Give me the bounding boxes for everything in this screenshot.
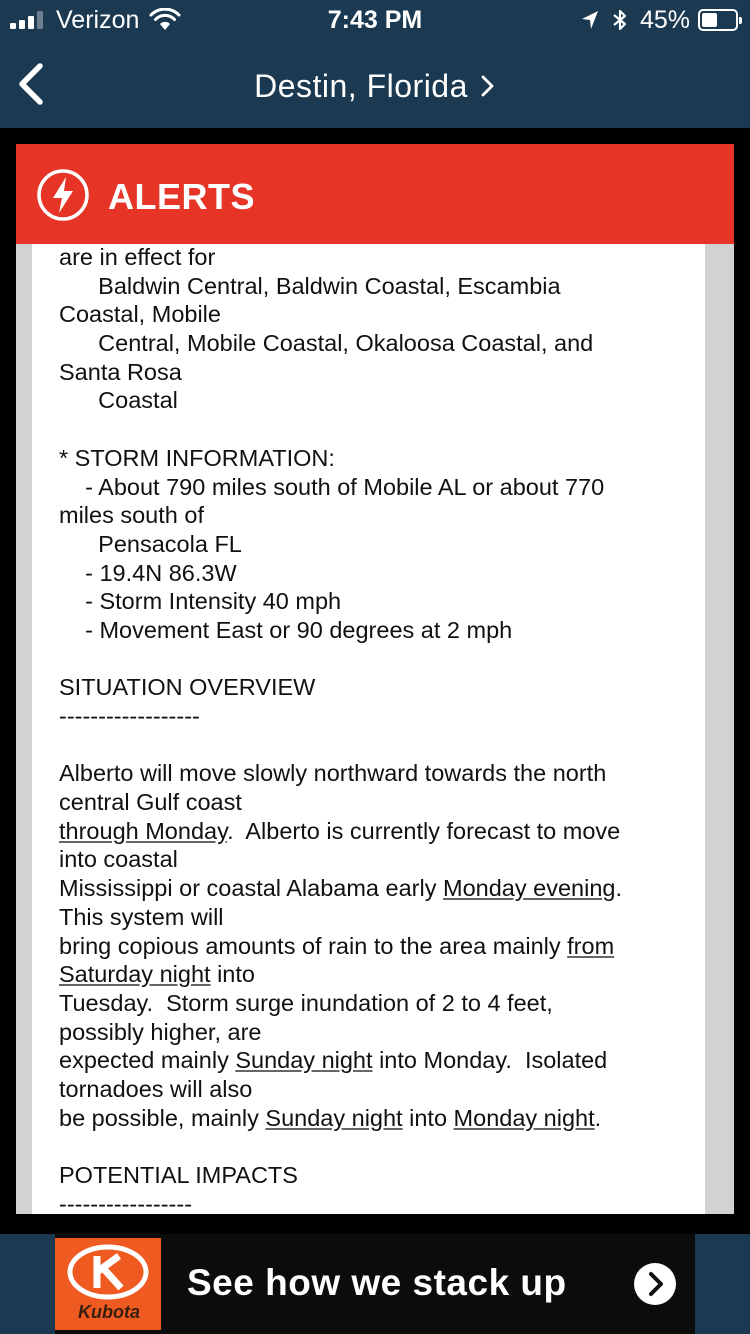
location-title-button[interactable] <box>0 68 750 105</box>
alert-text-segment: central Gulf coast <box>59 789 242 816</box>
kubota-logo <box>55 1238 161 1330</box>
lightning-bolt-circle-icon <box>36 168 90 222</box>
alert-text-segment: Pensacola FL <box>59 530 242 557</box>
alerts-header <box>16 144 734 244</box>
ad-headline: See how we stack up <box>187 1262 567 1303</box>
alert-date-link[interactable]: Monday evening <box>443 875 616 902</box>
alert-line <box>59 616 699 645</box>
alert-line <box>59 244 699 272</box>
alert-line <box>59 817 699 846</box>
alert-text-segment: are in effect for <box>59 244 216 270</box>
alert-line <box>59 1190 699 1214</box>
alert-date-link[interactable]: Monday night <box>453 1104 595 1131</box>
alert-text-segment: into coastal <box>59 846 178 873</box>
alert-line <box>59 300 699 329</box>
alert-text-segment: into Monday. Isolated <box>372 1047 608 1074</box>
alert-text-segment: possibly higher, are <box>59 1018 262 1045</box>
alert-text-segment: tornadoes will also <box>59 1075 253 1102</box>
alert-line <box>59 1075 699 1104</box>
alert-line <box>59 759 699 788</box>
nav-bar <box>0 40 750 128</box>
alert-text-segment: ------------------ <box>59 703 200 729</box>
alert-line <box>59 1104 699 1133</box>
alert-text-segment: * STORM INFORMATION: <box>59 444 335 471</box>
alert-line <box>59 989 699 1018</box>
alert-line <box>59 960 699 989</box>
alert-text-segment: - 19.4N 86.3W <box>59 559 237 586</box>
alert-text-segment: - About 790 miles south of Mobile AL or about 770 <box>59 473 605 500</box>
status-bar-right <box>580 6 738 34</box>
alert-text-segment: Baldwin Central, Baldwin Coastal, Escambia <box>59 272 561 299</box>
alert-line <box>59 673 699 702</box>
alert-line <box>59 874 699 903</box>
alert-text-segment: - Movement East or 90 degrees at 2 mph <box>59 616 513 643</box>
status-bar <box>0 0 750 40</box>
alert-text-segment: be possible, mainly <box>59 1104 266 1131</box>
alert-text-segment: Coastal, Mobile <box>59 301 221 328</box>
alert-text-segment: into <box>402 1104 454 1131</box>
alert-text-segment: Central, Mobile Coastal, Okaloosa Coastal, and <box>59 330 594 357</box>
ad-bar <box>0 1234 750 1334</box>
alert-body-scroll[interactable] <box>32 244 705 1214</box>
location-arrow-icon <box>580 8 600 32</box>
bluetooth-icon <box>610 8 630 32</box>
alert-text-segment: POTENTIAL IMPACTS <box>59 1162 298 1188</box>
alert-line <box>59 1046 699 1075</box>
alerts-card <box>16 144 734 1214</box>
location-title: Destin, Florida <box>254 68 468 104</box>
alerts-title: ALERTS <box>108 176 255 217</box>
alert-text-segment: . Alberto is currently forecast to move <box>227 817 621 844</box>
alert-text-segment: Mississippi or coastal Alabama early <box>59 875 443 902</box>
alert-line <box>59 788 699 817</box>
alert-line <box>59 587 699 616</box>
alert-line <box>59 329 699 358</box>
alert-date-link[interactable]: Saturday night <box>59 961 211 988</box>
alert-text-segment: ----------------- <box>59 1190 193 1214</box>
alert-date-link[interactable]: from <box>567 932 615 959</box>
status-time: 7:43 PM <box>327 6 423 34</box>
alert-text-segment: SITUATION OVERVIEW <box>59 674 316 701</box>
alert-line <box>59 415 699 444</box>
alert-text-segment: Coastal <box>59 387 178 414</box>
alert-line <box>59 932 699 961</box>
chevron-right-icon <box>478 74 496 98</box>
alert-line <box>59 1161 699 1190</box>
alert-line <box>59 473 699 502</box>
alert-text-segment: . <box>594 1104 602 1131</box>
alert-line <box>59 444 699 473</box>
alert-text-segment: Tuesday. Storm surge inundation of 2 to 4 feet, <box>59 989 553 1016</box>
alert-text-segment: expected mainly <box>59 1047 236 1074</box>
alert-line <box>59 903 699 932</box>
battery-percent: 45% <box>639 5 690 34</box>
carrier-label: Verizon <box>56 5 140 34</box>
alert-text-segment: miles south of <box>59 502 204 529</box>
alert-line <box>59 358 699 387</box>
ad-banner[interactable] <box>55 1234 695 1334</box>
chevron-right-circle-icon[interactable] <box>633 1262 677 1306</box>
alert-text-segment: . <box>615 875 622 902</box>
alert-date-link[interactable]: Sunday night <box>265 1104 403 1131</box>
alert-line <box>59 1132 699 1161</box>
alert-body-text <box>59 244 699 1214</box>
battery-icon <box>698 9 738 31</box>
alert-line <box>59 530 699 559</box>
alert-text-segment: - Storm Intensity 40 mph <box>59 588 342 615</box>
alert-line <box>59 645 699 674</box>
alert-text-segment: into <box>210 961 255 988</box>
alert-line <box>59 559 699 588</box>
alert-line <box>59 1018 699 1047</box>
alert-text-segment: Alberto will move slowly northward towards the north <box>59 760 607 787</box>
alert-line <box>59 501 699 530</box>
alert-line <box>59 386 699 415</box>
alert-text-segment: Santa Rosa <box>59 358 182 385</box>
alert-line <box>59 845 699 874</box>
kubota-logo-icon <box>67 1244 149 1300</box>
alert-line <box>59 272 699 301</box>
alert-line <box>59 731 699 760</box>
alert-text-segment: bring copious amounts of rain to the area mainly <box>59 932 568 959</box>
alert-text-segment: This system will <box>59 903 224 930</box>
alert-date-link[interactable]: Sunday night <box>235 1047 373 1074</box>
alert-line <box>59 702 699 731</box>
ad-brand-label: Kubota <box>78 1302 140 1322</box>
alert-date-link[interactable]: through Monday <box>59 817 228 844</box>
